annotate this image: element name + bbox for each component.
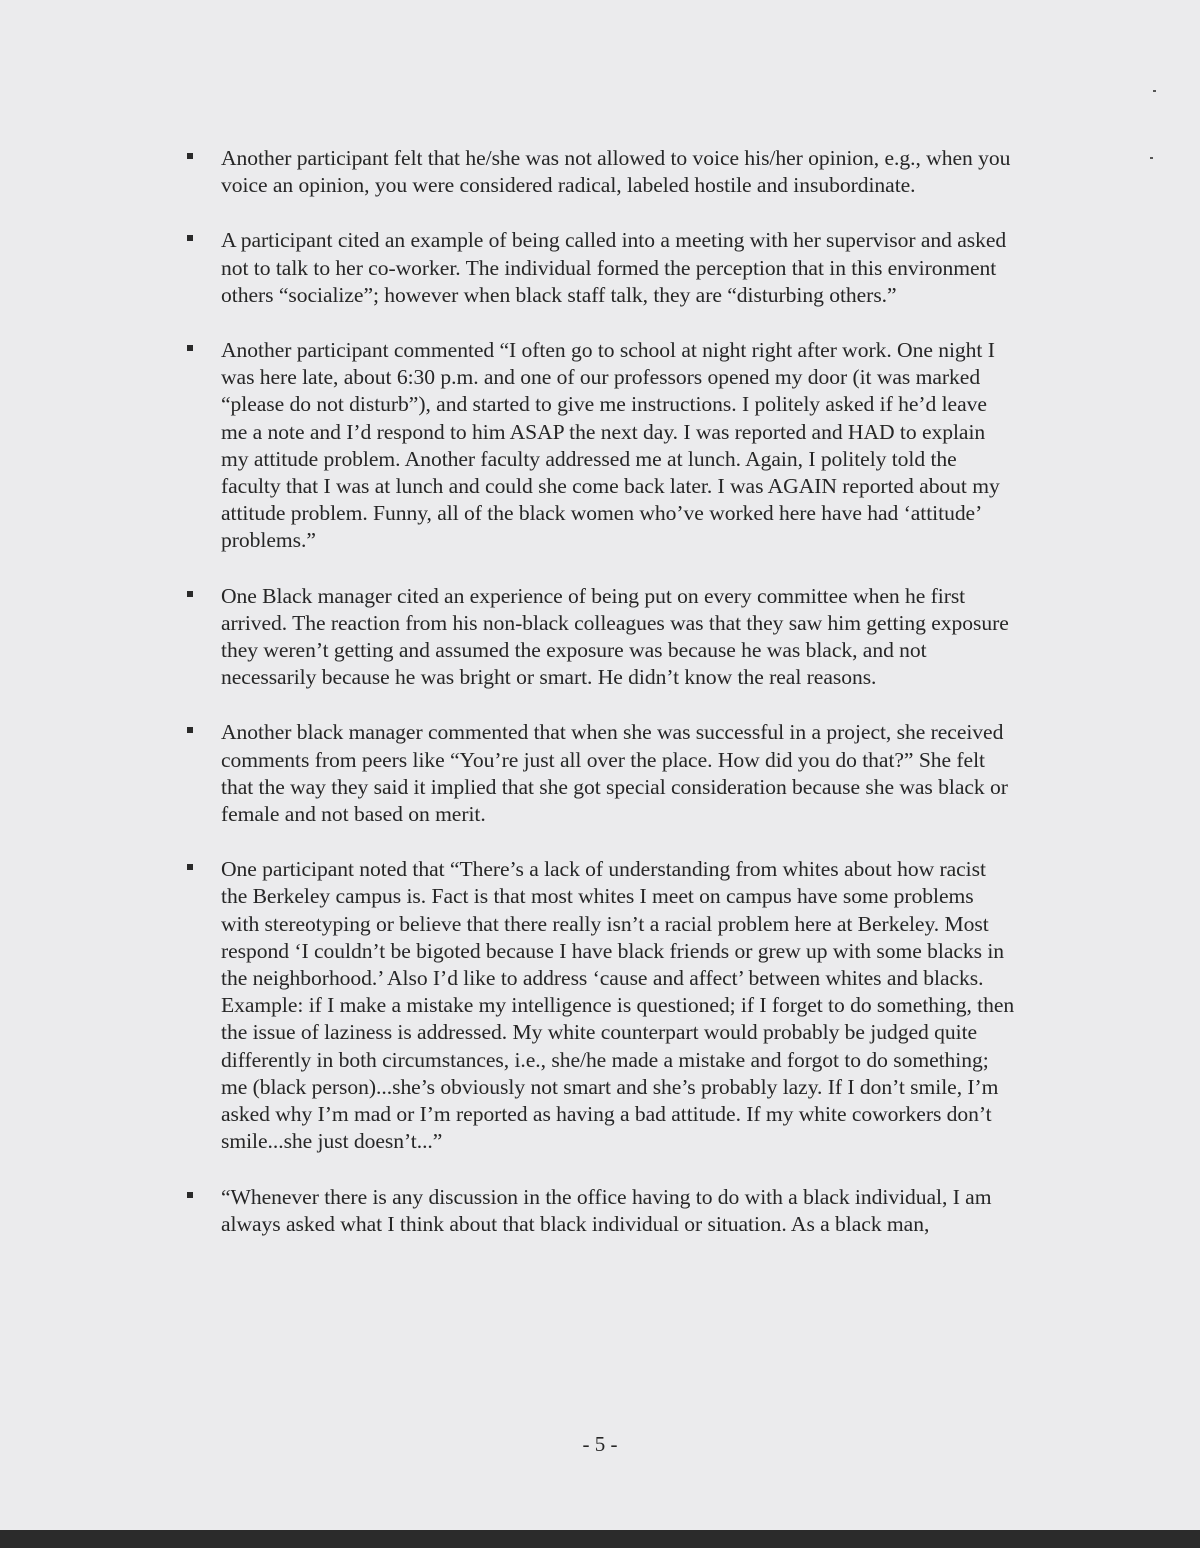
square-bullet-icon <box>187 345 193 351</box>
bullet-item <box>187 856 1017 1155</box>
square-bullet-icon <box>187 591 193 597</box>
bullet-item <box>187 1184 1017 1238</box>
bullet-item <box>187 719 1017 828</box>
bullet-item <box>187 337 1017 555</box>
bullet-item <box>187 227 1017 309</box>
bullet-text: Another participant felt that he/she was not allowed to voice his/her opinion, e.g., when you voice an opinion, you were considered radical, labeled hostile and insubordinate. <box>221 146 1011 198</box>
square-bullet-icon <box>187 1192 193 1198</box>
page-number: - 5 - <box>582 1432 618 1456</box>
scan-bottom-edge <box>0 1530 1200 1548</box>
bullet-text: A participant cited an example of being called into a meeting with her supervisor and asked not to talk to her co-worker. The individual formed the perception that in this environment others “socialize”; however when black staff talk, they are “disturbing others.” <box>221 228 1007 307</box>
bullet-text: “Whenever there is any discussion in the office having to do with a black individual, I am always asked what I think about that black individual or situation. As a black man, <box>221 1184 992 1236</box>
bullet-text: One participant noted that “There’s a lack of understanding from whites about how racist the Berkeley campus is. Fact is that most whites I meet on campus have some problems with stereotyping or believe that there really isn’t a racial problem here at Berkeley. Most respond ‘I couldn’t be bigoted because I have black friends or grew up with some blacks in the neighborhood.’ Also I’d like to address ‘cause and affect’ between whites and blacks. Example: if I make a mistake my intelligence is questioned; if I forget to do something, then the issue of laziness is addressed. My white counterpart would probably be judged quite differently in both circumstances, i.e., she/he made a mistake and forgot to do something; me (black person)...she’s obviously not smart and she’s probably lazy. If I don’t smile, I’m asked why I’m mad or I’m reported as having a bad attitude. If my white coworkers don’t smile...she just doesn’t...” <box>221 857 1015 1154</box>
square-bullet-icon <box>187 153 193 159</box>
square-bullet-icon <box>187 864 193 870</box>
bullet-item <box>187 583 1017 692</box>
bullet-list <box>187 145 1017 1266</box>
bullet-text: Another participant commented “I often go to school at night right after work. One night I was here late, about 6:30 p.m. and one of our professors opened my door (it was marked “please do not disturb”), and started to give me instructions. I politely asked if he’d leave me a note and I’d respond to him ASAP the next day. I was reported and HAD to explain my attitude problem. Another faculty addressed me at lunch. Again, I politely told the faculty that I was at lunch and could she come back later. I was AGAIN reported about my attitude problem. Funny, all of the black women who’ve worked here have had ‘attitude’ problems.” <box>221 338 1000 553</box>
square-bullet-icon <box>187 727 193 733</box>
square-bullet-icon <box>187 235 193 241</box>
bullet-text: Another black manager commented that when she was successful in a project, she received comments from peers like “You’re just all over the place. How did you do that?” She felt that the way they said it implied that she got special consideration because she was black or female and not based on merit. <box>221 720 1008 827</box>
scan-speck <box>1153 90 1156 92</box>
bullet-item <box>187 145 1017 199</box>
bullet-text: One Black manager cited an experience of being put on every committee when he first arrived. The reaction from his non-black colleagues was that they saw him getting exposure they weren’t getting and assumed the exposure was because he was black, and not necessarily because he was bright or smart. He didn’t know the real reasons. <box>221 583 1009 690</box>
scan-speck <box>1150 157 1153 159</box>
